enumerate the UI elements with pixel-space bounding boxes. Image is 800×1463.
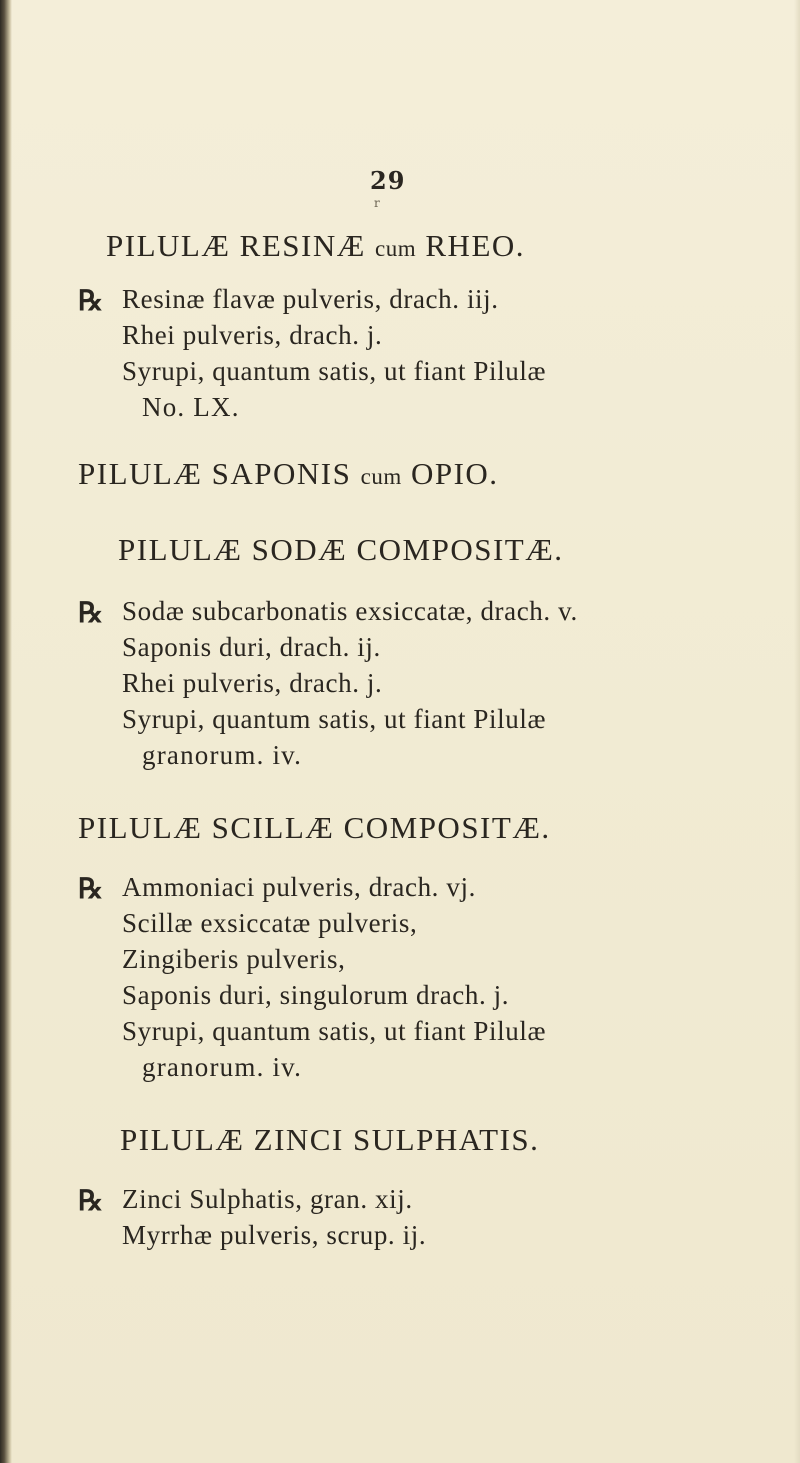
recipe-symbol: ℞ (78, 286, 104, 317)
page-number: 29 (370, 166, 406, 195)
ingredient-line: Syrupi, quantum satis, ut fiant Pilulæ (122, 356, 547, 386)
ingredient-line: Rhei pulveris, drach. j. (122, 320, 383, 350)
heading-main: PILULÆ SAPONIS (78, 456, 352, 491)
ingredient-line: Myrrhæ pulveris, scrup. ij. (122, 1220, 427, 1250)
binding-edge (0, 0, 12, 1463)
recipe-symbol: ℞ (78, 598, 104, 629)
heading-pilulae-resinae (106, 228, 525, 264)
heading-main: PILULÆ ZINCI SULPHATIS. (120, 1122, 540, 1157)
heading-main: PILULÆ SCILLÆ COMPOSITÆ. (78, 810, 551, 845)
ingredient-line: Resinæ flavæ pulveris, drach. iij. (122, 284, 499, 314)
ingredient-line: granorum. iv. (142, 740, 303, 770)
heading-pilulae-saponis (78, 456, 499, 492)
heading-pilulae-scillae (78, 810, 551, 846)
ingredient-line: Scillæ exsiccatæ pulveris, (122, 908, 418, 938)
stray-mark: r (374, 196, 380, 210)
ingredient-line: Rhei pulveris, drach. j. (122, 668, 383, 698)
ingredient-line: Saponis duri, drach. ij. (122, 632, 381, 662)
ingredient-line: No. LX. (142, 392, 240, 422)
heading-pilulae-zinci (120, 1122, 539, 1158)
page-edge (794, 0, 800, 1463)
heading-pilulae-sodae (118, 532, 564, 568)
ingredient-line: Saponis duri, singulorum drach. j. (122, 980, 510, 1010)
heading-end: RHEO. (425, 228, 526, 263)
recipe-symbol: ℞ (78, 1186, 104, 1217)
heading-cum: cum (375, 236, 417, 261)
recipe-symbol: ℞ (78, 874, 104, 905)
heading-main: PILULÆ SODÆ COMPOSITÆ. (118, 532, 564, 567)
ingredient-line: Zingiberis pulveris, (122, 944, 346, 974)
heading-main: PILULÆ RESINÆ (106, 228, 366, 263)
ingredient-line: granorum. iv. (142, 1052, 303, 1082)
heading-end: OPIO. (410, 456, 499, 491)
ingredient-line: Sodæ subcarbonatis exsiccatæ, drach. v. (122, 596, 578, 626)
ingredient-line: Ammoniaci pulveris, drach. vj. (122, 872, 476, 902)
heading-cum: cum (360, 464, 402, 489)
ingredient-line: Syrupi, quantum satis, ut fiant Pilulæ (122, 704, 547, 734)
ingredient-line: Syrupi, quantum satis, ut fiant Pilulæ (122, 1016, 547, 1046)
ingredient-line: Zinci Sulphatis, gran. xij. (122, 1184, 413, 1214)
